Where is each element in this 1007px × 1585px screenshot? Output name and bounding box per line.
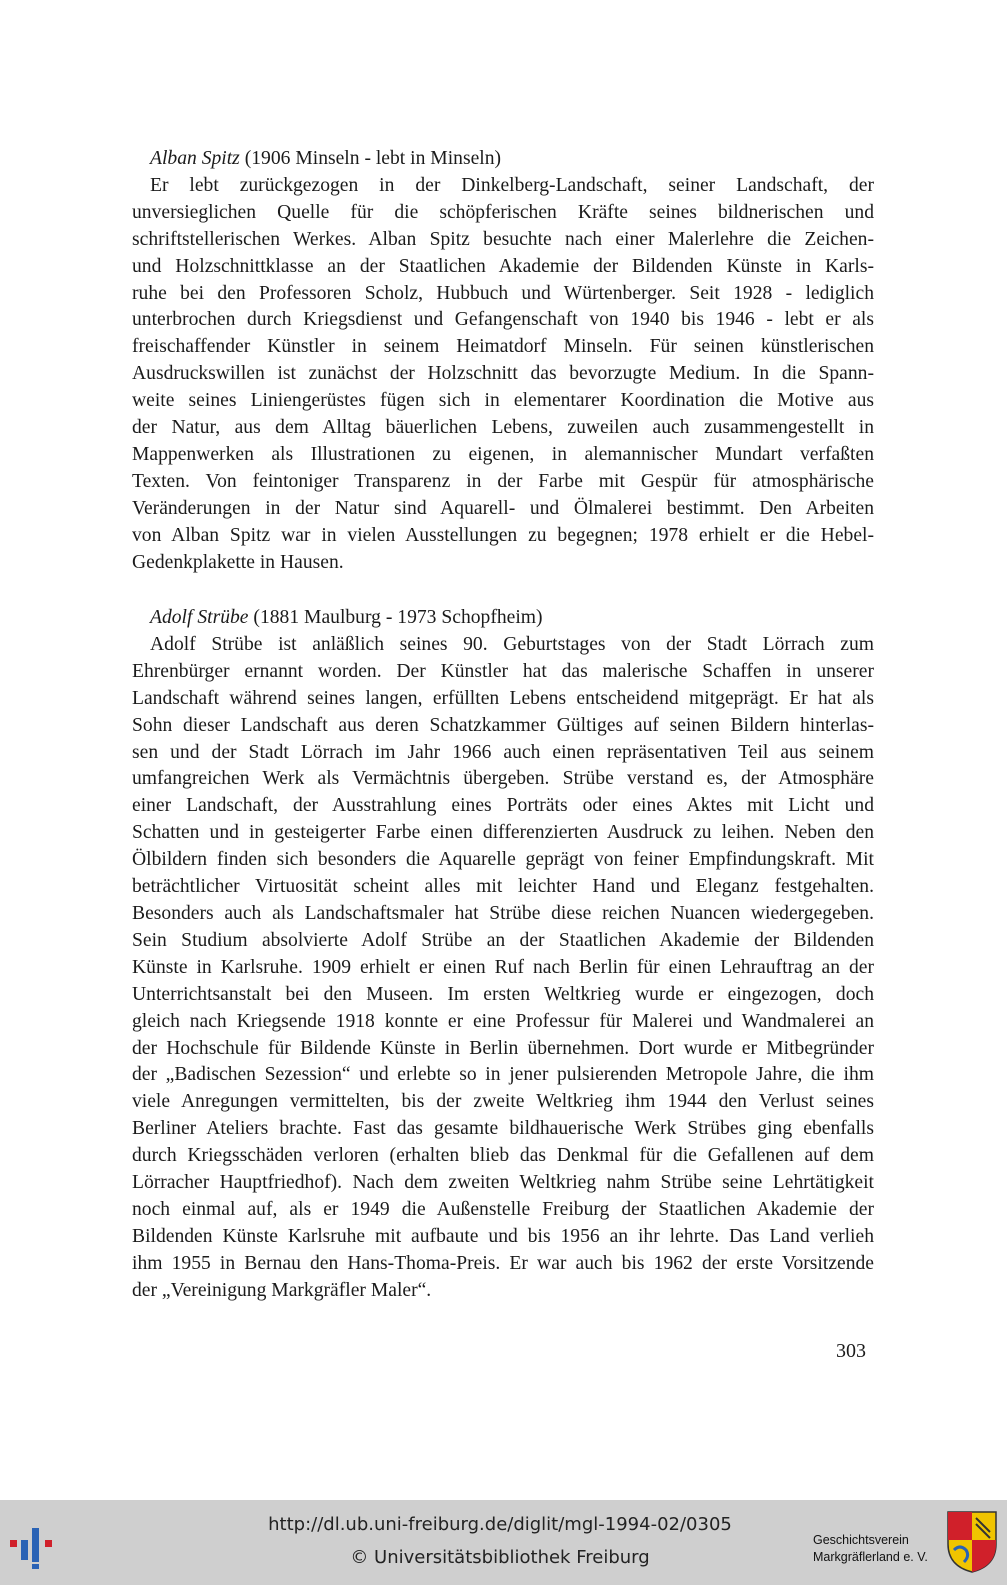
- text-line: Veränderungen in der Natur sind Aquarell- und Ölmalerei bestimmt. Den Arbeiten: [132, 497, 874, 519]
- page-number: 303: [836, 1340, 866, 1362]
- footer-url-link[interactable]: http://dl.ub.uni-freiburg.de/diglit/mgl-1994-02/0305: [268, 1514, 732, 1535]
- text-line: viele Anregungen vermittelten, bis der zweite Weltkrieg ihm 1944 den Verlust seines: [132, 1091, 874, 1113]
- text-line: gleich nach Kriegsende 1918 konnte er eine Professur für Malerei und Wandmalerei an: [132, 1010, 874, 1032]
- text-line: Schatten und in gesteigerter Farbe einen differenzierten Ausdruck zu leihen. Neben den: [132, 822, 874, 844]
- text-line: Ölbildern finden sich besonders die Aquarelle geprägt von feiner Empfindungskraft. Mit: [132, 849, 874, 871]
- text-line: Er lebt zurückgezogen in der Dinkelberg-Landschaft, seiner Landschaft, der: [150, 174, 874, 196]
- text-line: noch einmal auf, als er 1949 die Außenstelle Freiburg der Staatlichen Akademie der: [132, 1198, 874, 1220]
- society-line-1: Geschichtsverein: [813, 1533, 909, 1547]
- text-line: Besonders auch als Landschaftsmaler hat Strübe diese reichen Nuancen wiedergegeben.: [132, 902, 874, 924]
- text-line: Texten. Von feintoniger Transparenz in der Farbe mit Gespür für atmosphärische: [132, 470, 874, 492]
- artist-name: Adolf Strübe: [150, 607, 249, 628]
- paragraph: [132, 173, 874, 577]
- text-line: der Natur, aus dem Alltag bäuerlichen Lebens, zuweilen auch zusammengestellt in: [132, 417, 874, 439]
- text-line: sen und der Stadt Lörrach im Jahr 1966 auch einen repräsentativen Teil aus seinem: [132, 741, 874, 763]
- section-heading: [132, 146, 874, 173]
- paragraph: [132, 632, 874, 1305]
- text-line: von Alban Spitz war in vielen Ausstellungen zu begegnen; 1978 erhielt er die Hebel-: [132, 524, 874, 546]
- text-line: Sohn dieser Landschaft aus deren Schatzkammer Gültiges auf seinen Bildern hinterlas-: [132, 714, 874, 736]
- text-line: ihm 1955 in Bernau den Hans-Thoma-Preis. Er war auch bis 1962 der erste Vorsitzende: [132, 1252, 874, 1274]
- text-line: Bildenden Künste Karlsruhe mit aufbaute und bis 1956 an ihr lehrte. Das Land verlieh: [132, 1225, 874, 1247]
- text-line: Lörracher Hauptfriedhof). Nach dem zweiten Weltkrieg nahm Strübe seine Lehrtätigkeit: [132, 1172, 874, 1194]
- artist-name: Alban Spitz: [150, 148, 240, 169]
- section-heading: [132, 605, 874, 632]
- text-line: Künste in Karlsruhe. 1909 erhielt er einen Ruf nach Berlin für einen Lehrauftrag an der: [132, 956, 874, 978]
- text-line: Berliner Ateliers brachte. Fast das gesamte bildhauerische Werk Strübes ging ebenfalls: [132, 1118, 874, 1140]
- text-line: Ausdruckswillen ist zunächst der Holzschnitt das bevorzugte Medium. In die Spann-: [132, 363, 874, 385]
- text-line: umfangreichen Werk als Vermächtnis übergeben. Strübe verstand es, der Atmosphäre: [132, 768, 874, 790]
- text-line: Unterrichtsanstalt bei den Museen. Im ersten Weltkrieg wurde er eingezogen, doch: [132, 983, 874, 1005]
- artist-dates: (1906 Minseln - lebt in Minseln): [239, 148, 502, 169]
- text-line: einer Landschaft, der Ausstrahlung eines Porträts oder eines Aktes mit Licht und: [132, 795, 874, 817]
- society-name: [813, 1532, 928, 1566]
- text-line: der „Vereinigung Markgräfler Maler“.: [132, 1279, 432, 1301]
- text-line: Mappenwerken als Illustrationen zu eigenen, in alemannischer Mundart verfaßten: [132, 443, 874, 465]
- text-line: Gedenkplakette in Hausen.: [132, 551, 344, 573]
- text-line: weite seines Liniengerüstes fügen sich in elementarer Koordination die Motive aus: [132, 390, 874, 412]
- text-line: freischaffender Künstler in seinem Heimatdorf Minseln. Für seinen künstlerischen: [132, 336, 874, 358]
- section-adolf-struebe: [132, 605, 874, 1305]
- text-line: ruhe bei den Professoren Scholz, Hubbuch und Würtenberger. Seit 1928 - lediglich: [132, 282, 874, 304]
- ub-freiburg-logo-icon: [8, 1520, 68, 1570]
- text-line: beträchtlicher Virtuosität scheint alles mit leichter Hand und Eleganz festgehalten.: [132, 876, 874, 898]
- text-line: durch Kriegsschäden verloren (erhalten blieb das Denkmal für die Gefallenen auf dem: [132, 1145, 874, 1167]
- text-line: Adolf Strübe ist anläßlich seines 90. Geburtstages von der Stadt Lörrach zum: [150, 633, 874, 655]
- text-line: und Holzschnittklasse an der Staatlichen Akademie der Bildenden Künste in Karls-: [132, 255, 874, 277]
- text-line: unversieglichen Quelle für die schöpferischen Kräfte seines bildnerischen und: [132, 201, 874, 223]
- footer-bar: [0, 1500, 1007, 1585]
- text-line: unterbrochen durch Kriegsdienst und Gefangenschaft von 1940 bis 1946 - lebt er als: [132, 309, 874, 331]
- text-line: schriftstellerischen Werkes. Alban Spitz besuchte nach einer Malerlehre die Zeichen-: [132, 228, 874, 250]
- text-line: der Hochschule für Bildende Künste in Berlin übernehmen. Dort wurde er Mitbegründer: [132, 1037, 874, 1059]
- artist-dates: (1881 Maulburg - 1973 Schopfheim): [248, 607, 543, 628]
- text-line: Landschaft während seines langen, erfüllten Lebens entscheidend mitgeprägt. Er hat als: [132, 687, 874, 709]
- coat-of-arms-icon: [946, 1510, 998, 1574]
- society-line-2: Markgräflerland e. V.: [813, 1550, 928, 1564]
- section-alban-spitz: [132, 146, 874, 577]
- text-line: der „Badischen Sezession“ und erlebte so in jener pulsierenden Metropole Jahre, die ihm: [132, 1064, 874, 1086]
- text-line: Sein Studium absolvierte Adolf Strübe an der Staatlichen Akademie der Bildenden: [132, 929, 874, 951]
- text-line: Ehrenbürger ernannt worden. Der Künstler hat das malerische Schaffen in unserer: [132, 660, 874, 682]
- footer-copyright: © Universitätsbibliothek Freiburg: [350, 1547, 650, 1568]
